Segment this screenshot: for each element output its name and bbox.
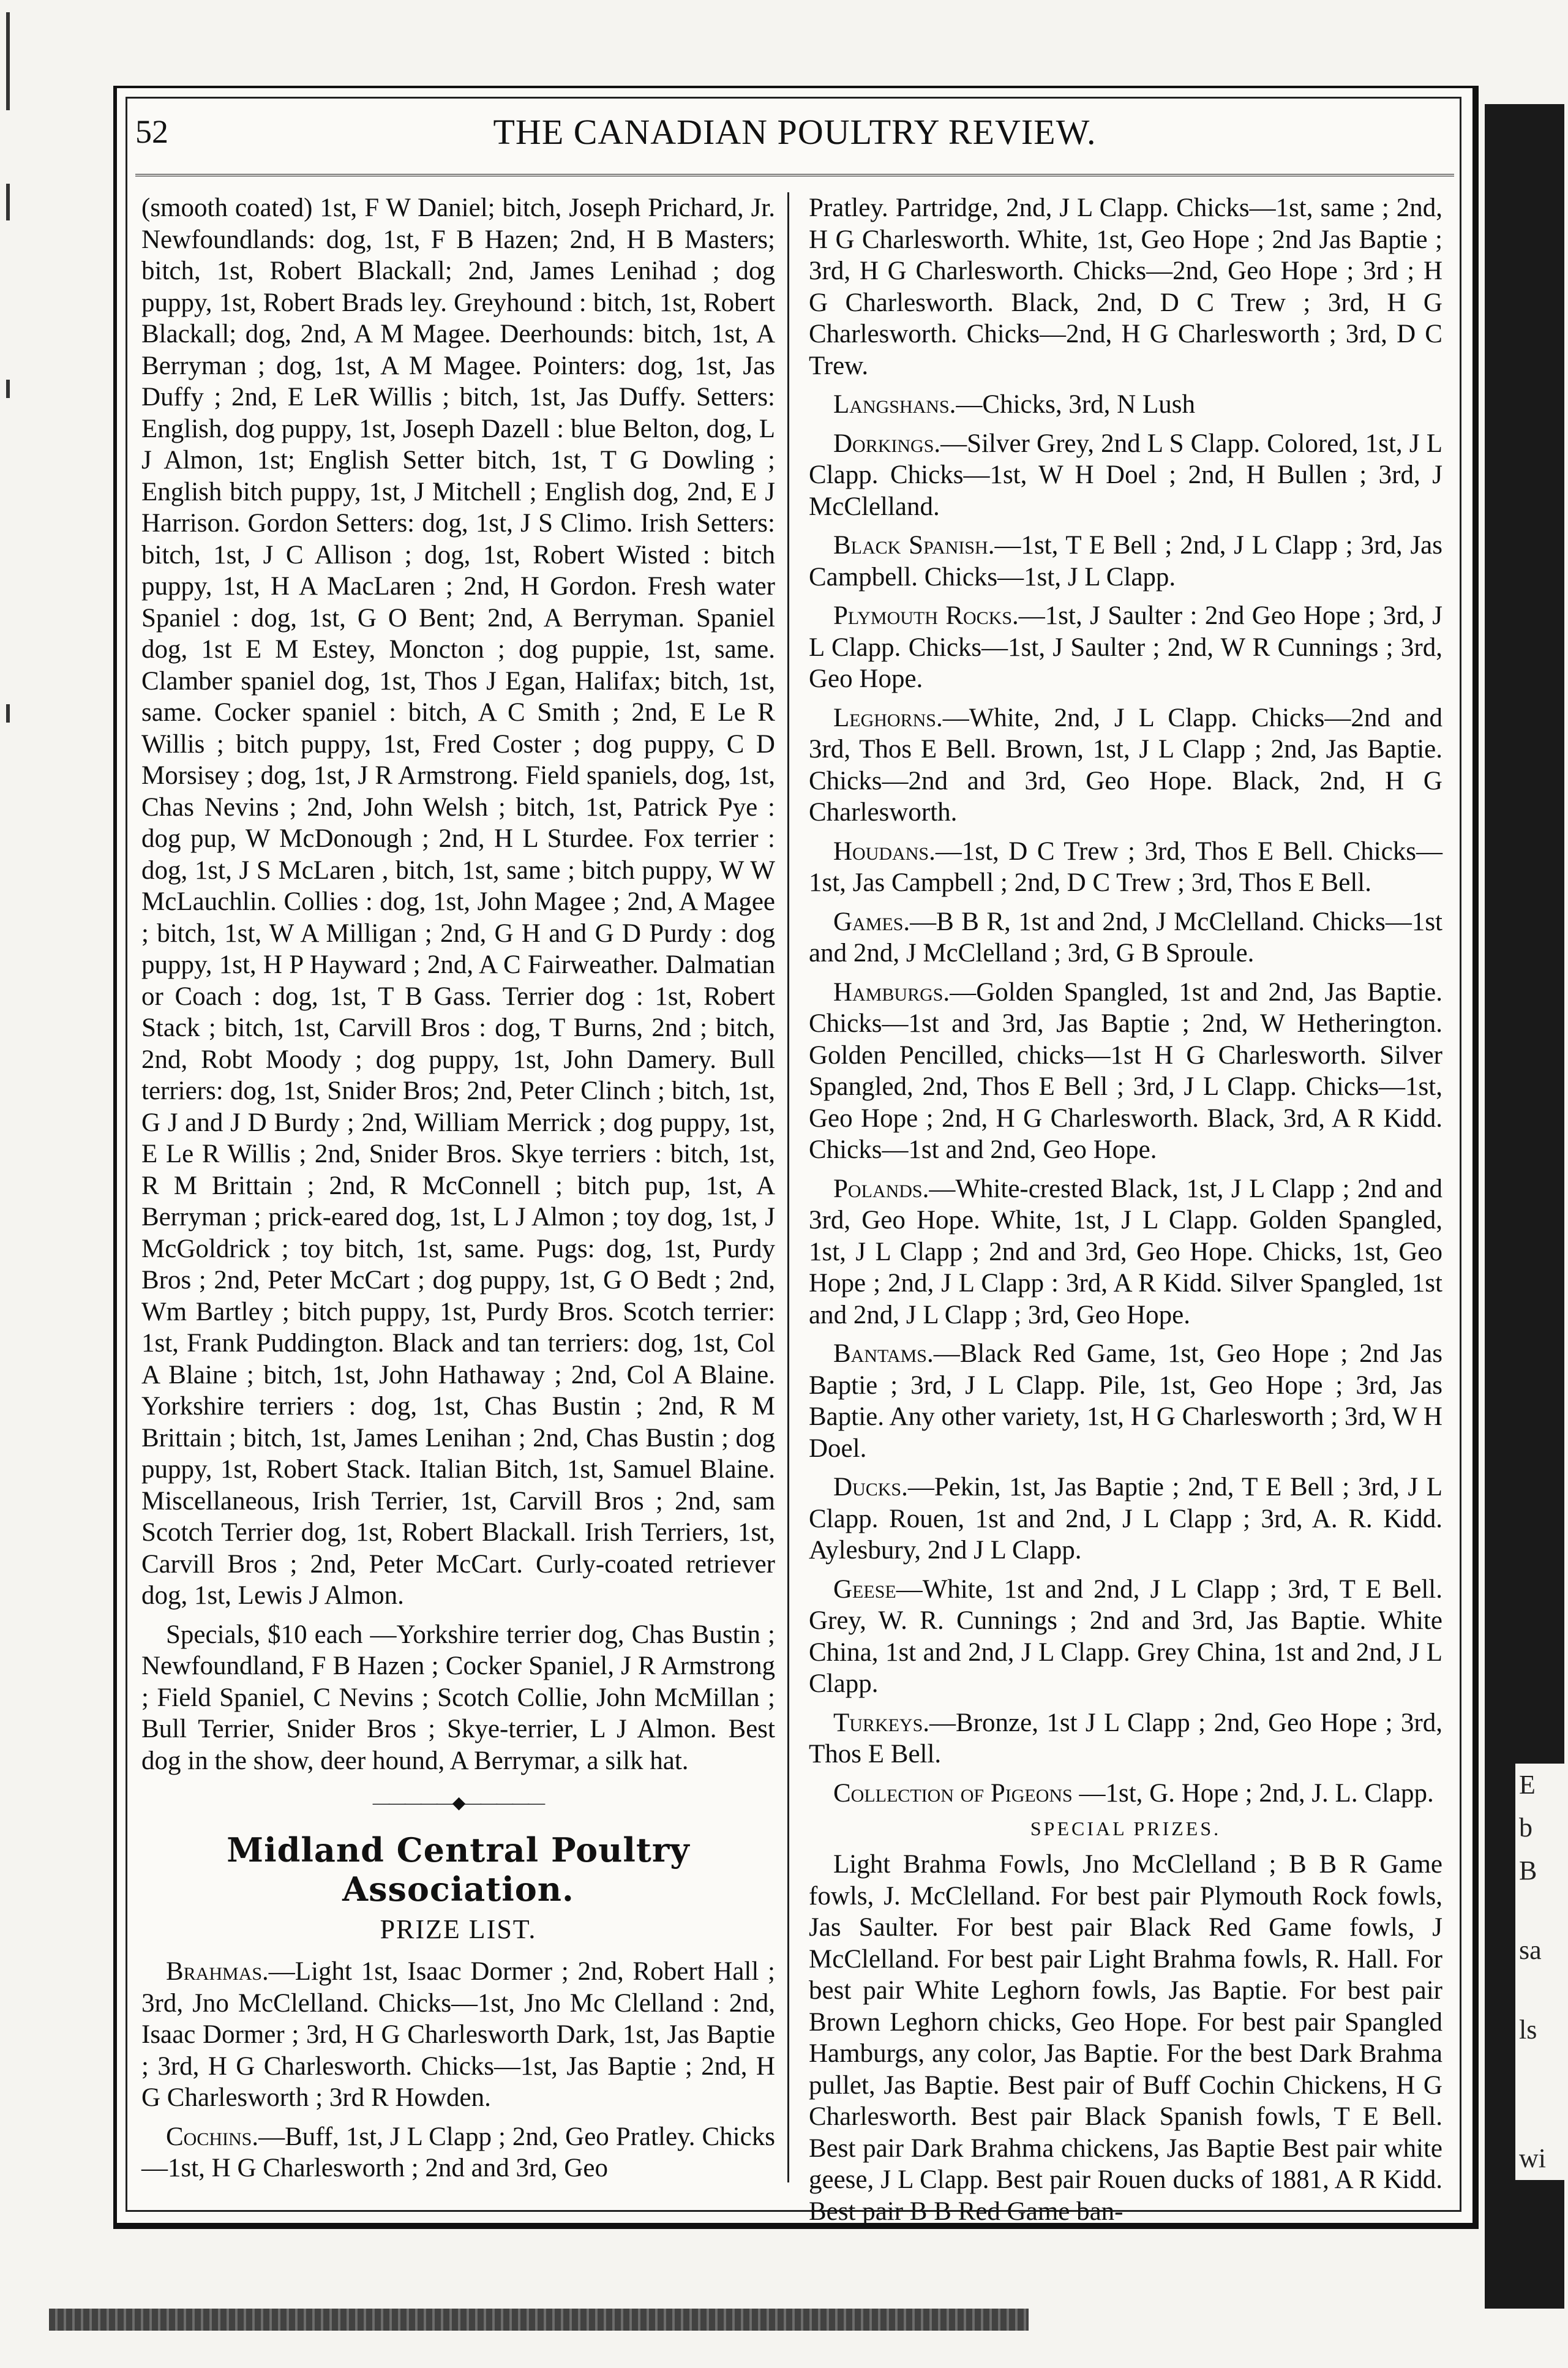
entry-label: Black Spanish. — [833, 531, 995, 560]
leghorns-entry — [809, 702, 1442, 829]
margin-fragment: b — [1519, 1813, 1532, 1843]
entry-label: Hamburgs. — [833, 977, 950, 1007]
entry-label: Brahmas. — [166, 1957, 269, 1986]
section-ornament: —————◆————— — [372, 1794, 544, 1813]
entry-text: —Golden Spangled, 1st and 2nd, Jas Baptie. Chicks—1st and 3rd, Jas Baptie ; 2nd, W Hetherington. Golden Pencilled, chicks—1st H G Charlesworth. Silver Spangled, 2nd, Thos E Bell ; 3rd, J L Clapp. Chicks—1st, Geo Hope ; 2nd, H G Charlesworth. Black, 3rd, A R Kidd. Chicks—1st and 2nd, Geo Hope. — [809, 977, 1442, 1164]
turkeys-entry — [809, 1707, 1442, 1770]
dorkings-entry — [809, 428, 1442, 523]
entry-label: Polands. — [833, 1174, 929, 1203]
entry-text: —Silver Grey, 2nd L S Clapp. Colored, 1st, J L Clapp. Chicks—1st, W H Doel ; 2nd, H Bullen ; 3rd, J McClelland. — [809, 429, 1442, 521]
page-number: 52 — [135, 113, 168, 150]
cochins-continued: Pratley. Partridge, 2nd, J L Clapp. Chicks—1st, same ; 2nd, H G Charlesworth. White, 1st, Geo Hope ; 2nd Jas Baptie ; 3rd, H G Charlesworth. Chicks—2nd, Geo Hope ; 3rd ; H G Charlesworth. Black, 2nd, D C Trew ; 3rd, H G Charlesworth. Chicks—2nd, H G Charlesworth ; 3rd, D C Trew. — [809, 194, 1442, 380]
entry-text: —White, 1st and 2nd, J L Clapp ; 3rd, T E Bell. Grey, W. R. Cunnings ; 2nd and 3rd, Jas Baptie. White China, 1st and 2nd, J L Clapp. Grey China, 1st and 2nd, J L Clapp. — [809, 1574, 1442, 1698]
entry-text: —White-crested Black, 1st, J L Clapp ; 2nd and 3rd, Geo Hope. White, 1st, J L Clapp. Golden Spangled, 1st, J L Clapp ; 2nd and 3rd, Geo Hope. Chicks, 1st, Geo Hope ; 2nd, J L Clapp : 3rd, A R Kidd. Silver Spangled, 1st and 2nd, J L Clapp ; 3rd, Geo Hope. — [809, 1174, 1442, 1329]
entry-text: —B B R, 1st and 2nd, J McClelland. Chicks—1st and 2nd, J McClelland ; 3rd, G B Sproule. — [809, 907, 1442, 968]
entry-text: —Pekin, 1st, Jas Baptie ; 2nd, T E Bell ; 3rd, J L Clapp. Rouen, 1st and 2nd, J L Clapp ; 3rd, A. R. Kidd. Aylesbury, 2nd J L Clapp. — [809, 1473, 1442, 1565]
entry-label: Leghorns. — [833, 703, 943, 732]
page-header — [135, 100, 1454, 176]
dog-show-results: (smooth coated) 1st, F W Daniel; bitch, Joseph Prichard, Jr. Newfoundlands: dog, 1st, F B Hazen; 2nd, H B Masters; bitch, 1st, Robert Blackall; 2nd, James Lenihad ; dog puppy, 1st, Robert Brads ley. Greyhound : bitch, 1st, Robert Blackall; dog, 2nd, A M Magee. Deerhounds: bitch, 1st, A Berryman ; dog, 1st, A M Magee. Pointers: dog, 1st, Jas Duffy ; 2nd, E LeR Willis ; bitch, 1st, Jas Duffy. Setters: English, dog puppy, 1st, Joseph Dazell : blue Belton, dog, L J Almon, 1st; English Setter bitch, 1st, T G Dowling ; English bitch puppy, 1st, J Mitchell ; English dog, 2nd, E J Harrison. Gordon Setters: dog, 1st, J S Climo. Irish Setters: bitch, 1st, J C Allison ; dog, 1st, Robert Wisted : bitch puppy, 1st, H A MacLaren ; 2nd, H Gordon. Fresh water Spaniel : dog, 1st, G O Bent; 2nd, A Berryman. Spaniel dog, 1st E M Estey, Moncton ; dog puppie, 1st, same. Clamber spaniel dog, 1st, Thos J Egan, Halifax; bitch, 1st, same. Cocker spaniel : bitch, A C Smith ; 2nd, E Le R Willis ; bitch puppy, 1st, Fred Coster ; dog puppy, C D Morsisey ; dog, 1st, J R Armstrong. Field spaniels, dog, 1st, Chas Nevins ; 2nd, John Welsh ; bitch, 1st, Patrick Pye : dog pup, W McDonough ; 2nd, H L Sturdee. Fox terrier : dog, 1st, J S McLaren , bitch, 1st, same ; bitch puppy, W W McLauchlin. Collies : dog, 1st, John Magee ; 2nd, A Magee ; bitch, 1st, W A Milligan ; 2nd, G H and G D Purdy : dog puppy, 1st, H P Hayward ; 2nd, A C Fairweather. Dalmatian or Coach : dog, 1st, T B Gass. Terrier dog : 1st, Robert Stack ; bitch, 1st, Carvill Bros : dog, T Burns, 2nd ; bitch, 2nd, Robt Moody ; dog puppy, 1st, John Damery. Bull terriers: dog, 1st, Snider Bros; 2nd, Peter Clinch ; bitch, 1st, G J and J D Burdy ; 2nd, William Merrick ; dog puppy, 1st, E Le R Willis ; 2nd, Snider Bros. Skye terriers : bitch, 1st, R M Brittain ; 2nd, R McConnell ; bitch pup, 1st, A Berryman ; prick-eared dog, 1st, L J Almon ; toy dog, 1st, J McGoldrick ; toy bitch, 1st, same. Pugs: dog, 1st, Purdy Bros ; 2nd, Peter McCart ; dog puppy, 1st, G O Bedt ; 2nd, Wm Bartley ; bitch puppy, 1st, Purdy Bros. Scotch terrier: 1st, Frank Puddington. Black and tan terriers: dog, 1st, Col A Blaine ; bitch, 1st, John Hathaway ; 2nd, Col A Blaine. Yorkshire terriers : dog, 1st, Chas Bustin ; 2nd, R M Brittain ; bitch, 1st, James Lenihan ; 2nd, Chas Bustin ; dog puppy, 1st, Robert Stack. Italian Bitch, 1st, Samuel Blaine. Miscellaneous, Irish Terrier, 1st, Carvill Bros ; 2nd, sam Scotch Terrier dog, 1st, Robert Blackall. Irish Terriers, 1st, Carvill Bros ; 2nd, Peter McCart. Curly-coated retriever dog, 1st, Lewis J Almon. — [141, 194, 775, 1610]
entry-text: —Chicks, 3rd, N Lush — [956, 390, 1195, 419]
entry-label: Turkeys. — [833, 1708, 930, 1737]
houdans-entry — [809, 836, 1442, 899]
entry-text: —White, 2nd, J L Clapp. Chicks—2nd and 3rd, Thos E Bell. Brown, 1st, J L Clapp ; 2nd, Jas Baptie. Chicks—2nd and 3rd, Geo Hope. Black, 2nd, H G Charlesworth. — [809, 703, 1442, 827]
column-rule — [787, 192, 789, 2182]
bantams-entry — [809, 1338, 1442, 1464]
entry-label: Games. — [833, 907, 910, 936]
spanish-entry — [809, 530, 1442, 593]
pigeons-entry — [809, 1778, 1442, 1810]
entry-label: Collection of Pigeons — [833, 1778, 1073, 1808]
entry-text: —Black Red Game, 1st, Geo Hope ; 2nd Jas Baptie ; 3rd, J L Clapp. Pile, 1st, Geo Hope ; 3rd, Jas Baptie. Any other variety, 1st, H G Charlesworth ; 3rd, W H Doel. — [809, 1339, 1442, 1463]
entry-text: —1st, G. Hope ; 2nd, J. L. Clapp. — [1072, 1778, 1434, 1808]
polands-entry — [809, 1173, 1442, 1331]
ducks-entry — [809, 1472, 1442, 1566]
entry-text: —Bronze, 1st J L Clapp ; 2nd, Geo Hope ; 3rd, Thos E Bell. — [809, 1708, 1442, 1768]
entry-label: Langshans. — [833, 390, 956, 419]
games-entry — [809, 906, 1442, 969]
entry-text: —Buff, 1st, J L Clapp ; 2nd, Geo Pratley. Chicks—1st, H G Charlesworth ; 2nd and 3rd, Geo — [141, 2122, 775, 2182]
entry-text: —Light 1st, Isaac Dormer ; 2nd, Robert Hall ; 3rd, Jno McClelland. Chicks—1st, Jno Mc Clelland : 2nd, Isaac Dormer ; 3rd, H G Charlesworth Dark, 1st, Jas Baptie ; 3rd, H G Charlesworth. Chicks—1st, Jas Baptie ; 2nd, H G Charlesworth ; 3rd R Howden. — [141, 1957, 775, 2112]
scan-edge-left — [0, 0, 17, 2368]
margin-fragment: sa — [1519, 1935, 1542, 1965]
newspaper-page — [113, 86, 1479, 2229]
entry-label: Plymouth Rocks. — [833, 601, 1019, 630]
right-column — [809, 192, 1443, 2226]
margin-fragment: ls — [1519, 2015, 1537, 2045]
entry-text: —1st, T E Bell ; 2nd, J L Clapp ; 3rd, Jas Campbell. Chicks—1st, J L Clapp. — [809, 531, 1443, 592]
entry-label: Bantams. — [833, 1339, 934, 1368]
margin-fragment: B — [1519, 1855, 1537, 1885]
langshans-entry — [809, 389, 1442, 421]
special-prizes-title: SPECIAL PRIZES. — [1030, 1817, 1221, 1840]
margin-fragment: wi — [1519, 2143, 1546, 2173]
scan-edge-bottom — [49, 2309, 1029, 2331]
specials-paragraph: Specials, $10 each —Yorkshire terrier dog, Chas Bustin ; Newfoundland, F B Hazen ; Cocker Spaniel, J R Armstrong ; Field Spaniel, C Nevins ; Scotch Collie, John McMillan ; Bull Terrier, Snider Bros ; Skye-terrier, L J Almon. Best dog in the show, deer hound, A Berrymar, a silk hat. — [141, 1620, 775, 1775]
entry-label: Ducks. — [833, 1473, 908, 1502]
entry-label: Geese — [833, 1574, 896, 1604]
prize-list-title: PRIZE LIST. — [380, 1914, 537, 1944]
entry-label: Dorkings. — [833, 429, 941, 458]
margin-fragments — [1515, 1764, 1568, 2180]
special-prizes-text: Light Brahma Fowls, Jno McClelland ; B B R Game fowls, J. McClelland. For best pair Plymouth Rock fowls, Jas Saulter. For best pair Black Red Game fowls, J McClelland. For best pair Light Brahma fowls, R. Hall. For best pair White Leghorn fowls, Jas Baptie. For best pair Brown Leghorn chicks, Geo Hope. For best pair Spangled Hamburgs, any color, Jas Baptie. For the best Dark Brahma pullet, Jas Baptie. Best pair of Buff Cochin Chickens, H G Charlesworth. Best pair Black Spanish fowls, T E Bell. Best pair Dark Brahma chickens, Jas Baptie Best pair white geese, J L Clapp. Best pair Rouen ducks of 1881, A R Kidd. Best pair B B Red Game ban- — [809, 1850, 1442, 2226]
entry-label: Cochins. — [166, 2122, 259, 2151]
geese-entry — [809, 1574, 1442, 1700]
entry-text: —1st, J Saulter : 2nd Geo Hope ; 3rd, J L Clapp. Chicks—1st, J Saulter ; 2nd, W R Cunnings ; 3rd, Geo Hope. — [809, 601, 1443, 693]
margin-fragment: E — [1519, 1770, 1536, 1800]
entry-text: —1st, D C Trew ; 3rd, Thos E Bell. Chicks—1st, Jas Campbell ; 2nd, D C Trew ; 3rd, Thos E Bell. — [809, 836, 1442, 897]
section-title: Midland Central Poultry Association. — [227, 1830, 690, 1909]
cochins-entry — [141, 2121, 775, 2184]
plymouth-entry — [809, 600, 1442, 695]
entry-label: Houdans. — [833, 836, 936, 866]
running-title: THE CANADIAN POULTRY REVIEW. — [493, 112, 1097, 152]
brahmas-entry — [141, 1956, 775, 2114]
hamburgs-entry — [809, 977, 1442, 1166]
left-column — [141, 192, 775, 2182]
